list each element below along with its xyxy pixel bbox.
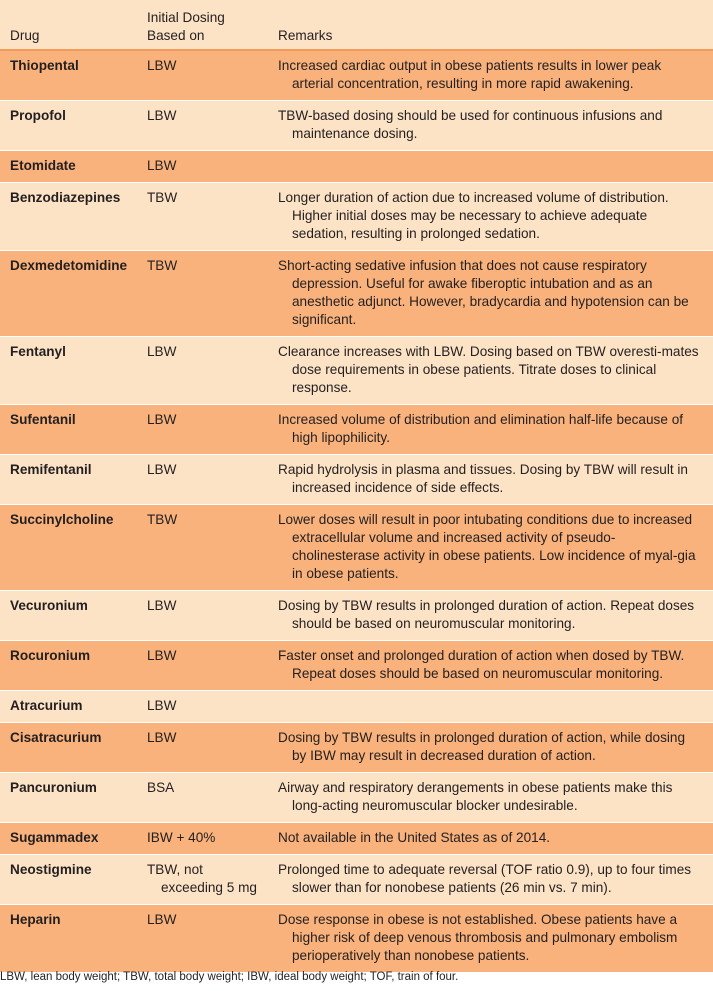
cell-remarks-text: Dosing by TBW results in prolonged duration of action, while dosing by IBW may result in decreased duration of action. bbox=[278, 730, 686, 763]
table-row bbox=[0, 101, 713, 151]
cell-remarks-text: Not available in the United States as of 2014. bbox=[278, 830, 551, 845]
table-row bbox=[0, 691, 713, 723]
cell-drug: Succinylcholine bbox=[0, 505, 137, 591]
cell-dosing bbox=[137, 337, 268, 405]
cell-drug: Rocuronium bbox=[0, 641, 137, 691]
cell-remarks bbox=[268, 691, 713, 723]
table-row bbox=[0, 50, 713, 101]
header-remarks-label: Remarks bbox=[278, 28, 333, 43]
cell-dosing bbox=[137, 591, 268, 641]
cell-dosing-text: LBW bbox=[147, 108, 177, 123]
cell-remarks bbox=[268, 101, 713, 151]
cell-remarks bbox=[268, 505, 713, 591]
cell-dosing bbox=[137, 641, 268, 691]
cell-remarks bbox=[268, 337, 713, 405]
cell-drug: Propofol bbox=[0, 101, 137, 151]
cell-remarks-text: Rapid hydrolysis in plasma and tissues. Dosing by TBW will result in increased incidence of side effects. bbox=[278, 462, 688, 495]
header-dosing-line1: Initial Dosing bbox=[147, 10, 225, 25]
cell-remarks bbox=[268, 455, 713, 505]
cell-dosing-text: LBW bbox=[147, 698, 177, 713]
cell-dosing bbox=[137, 101, 268, 151]
cell-dosing-text: IBW + 40% bbox=[147, 830, 216, 845]
cell-drug: Vecuronium bbox=[0, 591, 137, 641]
cell-remarks-text: Increased volume of distribution and elimination half-life because of high lipophilicity. bbox=[278, 412, 684, 445]
cell-dosing-text: TBW bbox=[147, 190, 178, 205]
cell-drug: Fentanyl bbox=[0, 337, 137, 405]
header-dosing bbox=[137, 0, 268, 50]
cell-remarks bbox=[268, 151, 713, 183]
header-drug bbox=[0, 0, 137, 50]
cell-remarks-text: Lower doses will result in poor intubating conditions due to increased extracellular volume and increased activity of pseudo-cholinesterase activity in obese patients. Low incidence of myal-gia in obese patients. bbox=[278, 512, 696, 581]
cell-drug: Thiopental bbox=[0, 50, 137, 101]
cell-remarks bbox=[268, 591, 713, 641]
cell-dosing bbox=[137, 505, 268, 591]
cell-dosing-text: LBW bbox=[147, 58, 177, 73]
table-row bbox=[0, 251, 713, 337]
cell-dosing bbox=[137, 905, 268, 973]
cell-dosing-text: TBW, not exceeding 5 mg bbox=[147, 862, 257, 895]
header-drug-label: Drug bbox=[10, 28, 40, 43]
table-header bbox=[0, 0, 713, 50]
table-row bbox=[0, 823, 713, 855]
cell-dosing bbox=[137, 405, 268, 455]
cell-dosing bbox=[137, 723, 268, 773]
cell-dosing-text: LBW bbox=[147, 730, 177, 745]
cell-remarks-text: Dosing by TBW results in prolonged duration of action. Repeat doses should be based on neuromuscular monitoring. bbox=[278, 598, 695, 631]
cell-remarks bbox=[268, 183, 713, 251]
cell-drug: Sufentanil bbox=[0, 405, 137, 455]
cell-remarks bbox=[268, 405, 713, 455]
cell-remarks-text: Longer duration of action due to increased volume of distribution. Higher initial doses may be necessary to achieve adequate sedation, resulting in prolonged sedation. bbox=[278, 190, 669, 241]
cell-dosing bbox=[137, 183, 268, 251]
header-dosing-line2: Based on bbox=[147, 28, 205, 43]
cell-drug: Etomidate bbox=[0, 151, 137, 183]
table-row bbox=[0, 591, 713, 641]
header-row bbox=[0, 0, 713, 50]
cell-dosing-text: LBW bbox=[147, 462, 177, 477]
cell-drug: Dexmedetomidine bbox=[0, 251, 137, 337]
cell-dosing bbox=[137, 251, 268, 337]
cell-dosing bbox=[137, 691, 268, 723]
cell-dosing bbox=[137, 151, 268, 183]
cell-remarks bbox=[268, 773, 713, 823]
cell-remarks-text: Short-acting sedative infusion that does not cause respiratory depression. Useful for awake fiberoptic intubation and as an anesthetic adjunct. However, bradycardia and hypotension can be significant. bbox=[278, 258, 689, 327]
cell-dosing bbox=[137, 855, 268, 905]
cell-drug: Heparin bbox=[0, 905, 137, 973]
cell-dosing bbox=[137, 455, 268, 505]
cell-remarks bbox=[268, 723, 713, 773]
cell-dosing-text: LBW bbox=[147, 344, 177, 359]
cell-dosing bbox=[137, 823, 268, 855]
cell-dosing bbox=[137, 773, 268, 823]
table-row bbox=[0, 505, 713, 591]
cell-remarks bbox=[268, 641, 713, 691]
cell-remarks-text: Dose response in obese is not established. Obese patients have a higher risk of deep venous thrombosis and pulmonary embolism perioperatively than nonobese patients. bbox=[278, 912, 678, 963]
cell-remarks-text: Prolonged time to adequate reversal (TOF ratio 0.9), up to four times slower than for nonobese patients (26 min vs. 7 min). bbox=[278, 862, 692, 895]
cell-remarks-text: Faster onset and prolonged duration of action when dosed by TBW. Repeat doses should be based on neuromuscular monitoring. bbox=[278, 648, 685, 681]
table-row bbox=[0, 855, 713, 905]
cell-drug: Neostigmine bbox=[0, 855, 137, 905]
table-row bbox=[0, 773, 713, 823]
table-body bbox=[0, 50, 713, 973]
cell-drug: Sugammadex bbox=[0, 823, 137, 855]
table-row bbox=[0, 337, 713, 405]
cell-drug: Pancuronium bbox=[0, 773, 137, 823]
cell-dosing-text: LBW bbox=[147, 912, 177, 927]
cell-remarks bbox=[268, 251, 713, 337]
cell-drug: Atracurium bbox=[0, 691, 137, 723]
table-row bbox=[0, 183, 713, 251]
cell-drug: Benzodiazepines bbox=[0, 183, 137, 251]
cell-remarks bbox=[268, 50, 713, 101]
table-footnote: LBW, lean body weight; TBW, total body weight; IBW, ideal body weight; TOF, train of four. bbox=[0, 971, 459, 983]
table-row bbox=[0, 723, 713, 773]
cell-dosing-text: LBW bbox=[147, 158, 177, 173]
cell-remarks-text: Clearance increases with LBW. Dosing based on TBW overesti-mates dose requirements in obese patients. Titrate doses to clinical response. bbox=[278, 344, 699, 395]
table-row bbox=[0, 405, 713, 455]
cell-remarks bbox=[268, 855, 713, 905]
table-row bbox=[0, 905, 713, 973]
header-remarks bbox=[268, 0, 713, 50]
table-row bbox=[0, 641, 713, 691]
cell-remarks bbox=[268, 905, 713, 973]
cell-dosing bbox=[137, 50, 268, 101]
cell-dosing-text: TBW bbox=[147, 512, 178, 527]
cell-remarks-text: Increased cardiac output in obese patients results in lower peak arterial concentration, resulting in more rapid awakening. bbox=[278, 58, 662, 91]
table-row bbox=[0, 455, 713, 505]
cell-remarks-text: TBW-based dosing should be used for continuous infusions and maintenance dosing. bbox=[278, 108, 663, 141]
cell-dosing-text: BSA bbox=[147, 780, 175, 795]
cell-drug: Cisatracurium bbox=[0, 723, 137, 773]
cell-remarks bbox=[268, 823, 713, 855]
cell-remarks-text: Airway and respiratory derangements in obese patients make this long-acting neuromuscular blocker undesirable. bbox=[278, 780, 673, 813]
cell-dosing-text: TBW bbox=[147, 258, 178, 273]
table-row bbox=[0, 151, 713, 183]
cell-dosing-text: LBW bbox=[147, 648, 177, 663]
cell-dosing-text: LBW bbox=[147, 412, 177, 427]
cell-drug: Remifentanil bbox=[0, 455, 137, 505]
cell-dosing-text: LBW bbox=[147, 598, 177, 613]
